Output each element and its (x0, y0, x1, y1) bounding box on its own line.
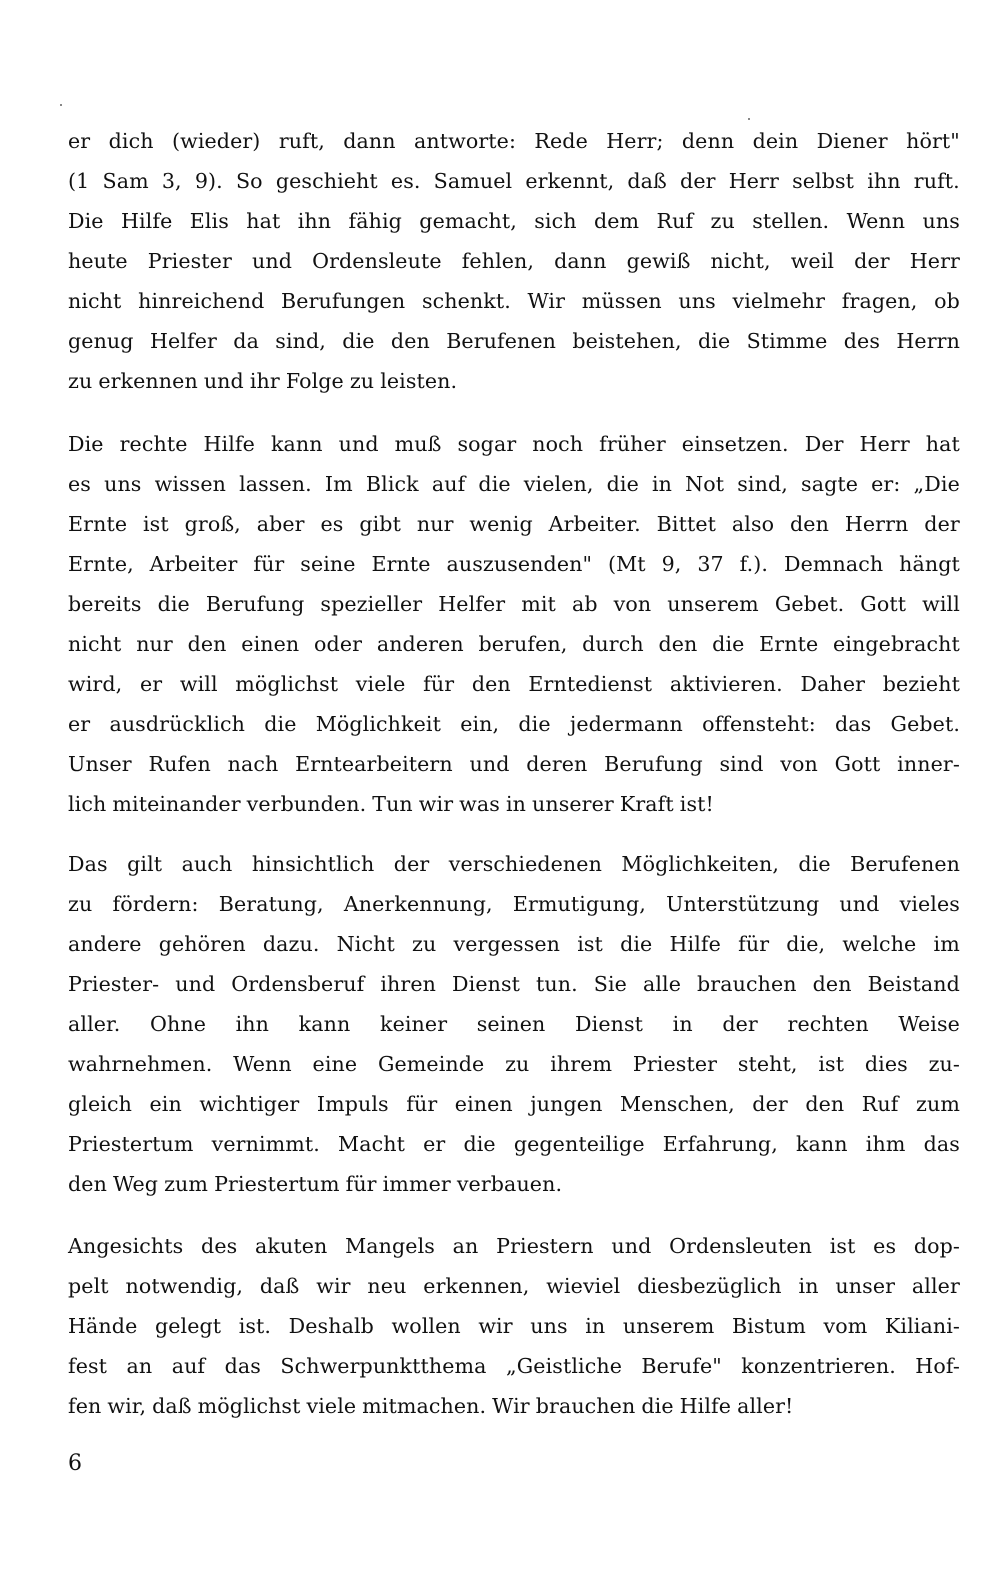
paragraph-4 (68, 1226, 960, 1426)
text-line: gleich ein wichtiger Impuls für einen jungen Menschen, der den Ruf zum (68, 1092, 960, 1116)
scan-speck (748, 118, 750, 120)
text-line: den Weg zum Priestertum für immer verbauen. (68, 1172, 563, 1196)
text-line: andere gehören dazu. Nicht zu vergessen ist die Hilfe für die, welche im (68, 932, 960, 956)
text-line: wahrnehmen. Wenn eine Gemeinde zu ihrem Priester steht, ist dies zu- (68, 1052, 960, 1076)
text-line: nicht hinreichend Berufungen schenkt. Wir müssen uns vielmehr fragen, ob (68, 289, 960, 313)
text-line: Die Hilfe Elis hat ihn fähig gemacht, sich dem Ruf zu stellen. Wenn uns (68, 209, 960, 233)
text-line: heute Priester und Ordensleute fehlen, dann gewiß nicht, weil der Herr (68, 249, 960, 273)
text-line: (1 Sam 3, 9). So geschieht es. Samuel erkennt, daß der Herr selbst ihn ruft. (68, 169, 960, 193)
text-line: pelt notwendig, daß wir neu erkennen, wieviel diesbezüglich in unser aller (68, 1274, 960, 1298)
text-line: aller. Ohne ihn kann keiner seinen Dienst in der rechten Weise (68, 1012, 960, 1036)
text-line: nicht nur den einen oder anderen berufen, durch den die Ernte eingebracht (68, 632, 960, 656)
text-line: fest an auf das Schwerpunktthema „Geistliche Berufe" konzentrieren. Hof- (68, 1354, 960, 1378)
paragraph-3 (68, 844, 960, 1204)
text-line: Die rechte Hilfe kann und muß sogar noch früher einsetzen. Der Herr hat (68, 432, 960, 456)
text-line: er ausdrücklich die Möglichkeit ein, die jedermann offensteht: das Gebet. (68, 712, 960, 736)
text-line: Das gilt auch hinsichtlich der verschiedenen Möglichkeiten, die Berufenen (68, 852, 960, 876)
text-line: wird, er will möglichst viele für den Erntedienst aktivieren. Daher bezieht (68, 672, 960, 696)
text-line: Priester- und Ordensberuf ihren Dienst tun. Sie alle brauchen den Beistand (68, 972, 960, 996)
text-line: zu erkennen und ihr Folge zu leisten. (68, 369, 458, 393)
paragraph-2 (68, 424, 960, 824)
text-line: bereits die Berufung spezieller Helfer mit ab von unserem Gebet. Gott will (68, 592, 960, 616)
text-line: Hände gelegt ist. Deshalb wollen wir uns in unserem Bistum vom Kiliani- (68, 1314, 960, 1338)
text-line: Ernte, Arbeiter für seine Ernte auszusenden" (Mt 9, 37 f.). Demnach hängt (68, 552, 960, 576)
text-line: fen wir, daß möglichst viele mitmachen. Wir brauchen die Hilfe aller! (68, 1394, 794, 1418)
text-line: es uns wissen lassen. Im Blick auf die vielen, die in Not sind, sagte er: „Die (68, 472, 960, 496)
text-line: Ernte ist groß, aber es gibt nur wenig Arbeiter. Bittet also den Herrn der (68, 512, 960, 536)
text-line: Angesichts des akuten Mangels an Priestern und Ordensleuten ist es dop- (68, 1234, 960, 1258)
text-line: Priestertum vernimmt. Macht er die gegenteilige Erfahrung, kann ihm das (68, 1132, 960, 1156)
page-number: 6 (68, 1451, 82, 1476)
scan-speck (60, 104, 62, 106)
text-line: lich miteinander verbunden. Tun wir was in unserer Kraft ist! (68, 792, 714, 816)
text-line: zu fördern: Beratung, Anerkennung, Ermutigung, Unterstützung und vieles (68, 892, 960, 916)
paragraph-1 (68, 121, 960, 401)
text-line: genug Helfer da sind, die den Berufenen beistehen, die Stimme des Herrn (68, 329, 960, 353)
text-line: Unser Rufen nach Erntearbeitern und deren Berufung sind von Gott inner- (68, 752, 960, 776)
text-line: er dich (wieder) ruft, dann antworte: Rede Herr; denn dein Diener hört" (68, 129, 960, 153)
